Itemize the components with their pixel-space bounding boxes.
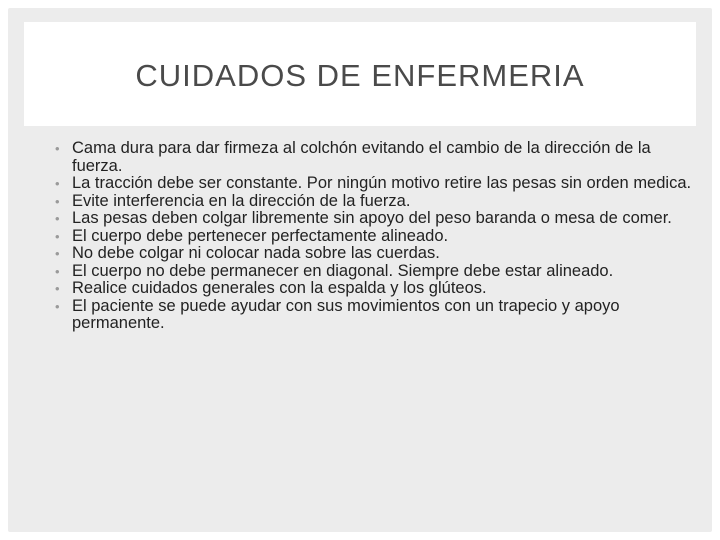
list-item	[55, 298, 695, 333]
bullet-text: Cama dura para dar firmeza al colchón evitando el cambio de la dirección de la fuerza.	[72, 139, 651, 175]
bullet-icon: •	[55, 211, 60, 226]
bullet-icon: •	[55, 228, 60, 244]
bullet-icon: •	[55, 141, 60, 156]
bullet-text: El cuerpo debe pertenecer perfectamente alineado.	[72, 226, 449, 245]
bullet-icon: •	[55, 298, 60, 314]
bullet-icon: •	[55, 193, 60, 209]
bullet-icon: •	[55, 176, 60, 191]
slide-title: CUIDADOS DE ENFERMERIA	[135, 58, 585, 93]
bullet-text: La tracción debe ser constante. Por ningún motivo retire las pesas sin orden medica.	[72, 174, 692, 192]
list-item	[55, 280, 695, 298]
list-item	[55, 210, 695, 228]
list-item	[55, 193, 695, 211]
bullet-text: No debe colgar ni colocar nada sobre las cuerdas.	[72, 244, 440, 262]
bullet-icon: •	[55, 281, 60, 296]
bullet-text: Las pesas deben colgar libremente sin apoyo del peso baranda o mesa de comer.	[72, 209, 672, 227]
bullet-icon: •	[55, 246, 60, 261]
bullet-text: Realice cuidados generales con la espalda y los glúteos.	[72, 279, 487, 297]
list-item	[55, 245, 695, 263]
list-item	[55, 175, 695, 193]
bullet-text: El paciente se puede ayudar con sus movimientos con un trapecio y apoyo permanente.	[72, 296, 620, 332]
list-item	[55, 140, 695, 175]
bullet-text: El cuerpo no debe permanecer en diagonal. Siempre debe estar alineado.	[72, 261, 614, 280]
bullet-text: Evite interferencia en la dirección de la fuerza.	[72, 191, 411, 210]
title-box	[24, 22, 696, 126]
bullet-list	[55, 140, 695, 333]
list-item	[55, 263, 695, 281]
slide	[8, 8, 712, 532]
bullet-icon: •	[55, 263, 60, 279]
list-item	[55, 228, 695, 246]
